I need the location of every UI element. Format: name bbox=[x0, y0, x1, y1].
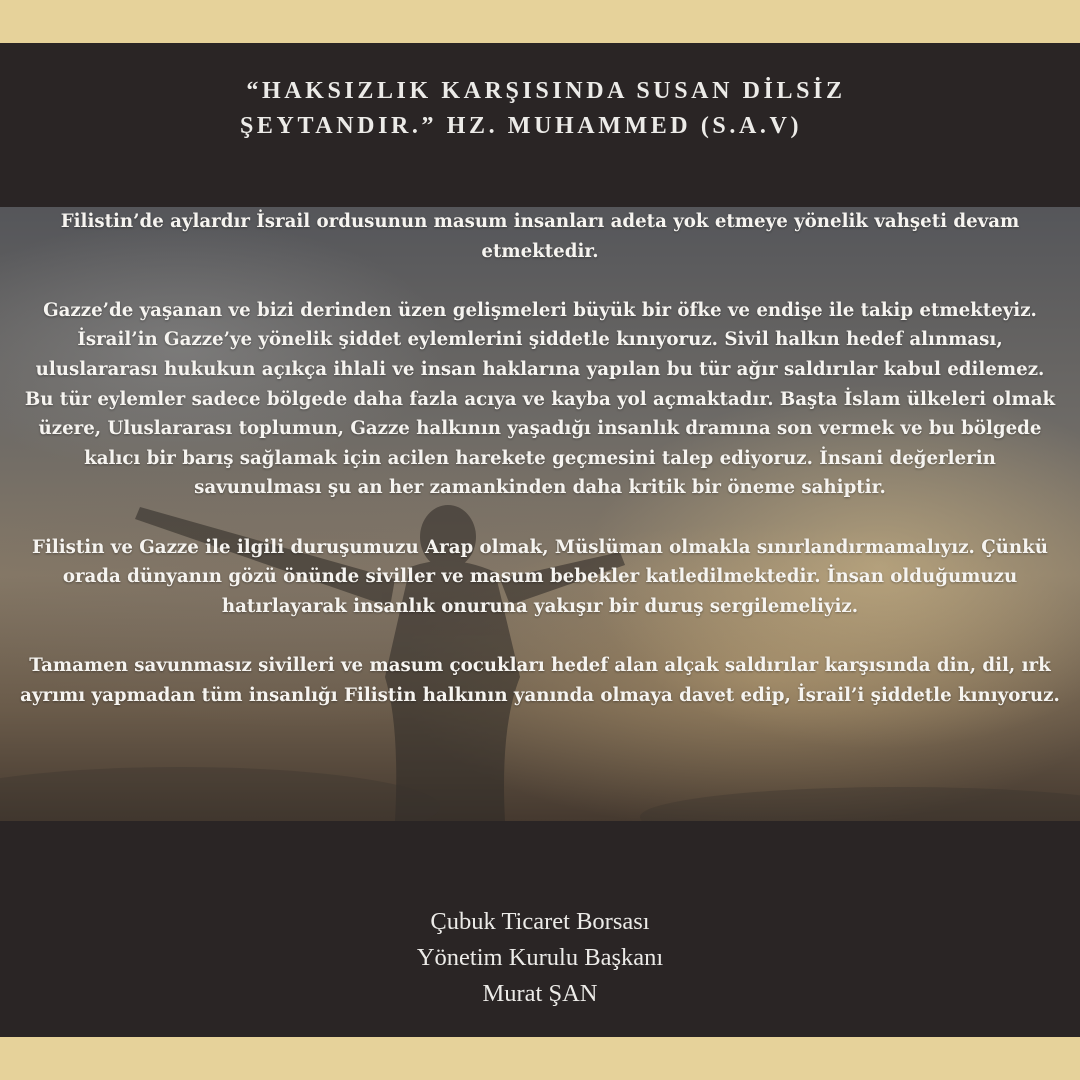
signature-organization: Çubuk Ticaret Borsası bbox=[430, 908, 650, 935]
statement-text bbox=[20, 207, 1060, 710]
signature-block bbox=[0, 904, 1080, 1012]
top-gold-band bbox=[0, 0, 1080, 43]
background-photo bbox=[0, 207, 1080, 821]
statement-paragraph-4: Tamamen savunmasız sivilleri ve masum çocukları hedef alan alçak saldırılar karşısında din, dil, ırk ayrımı yapmadan tüm insanlığı Filistin halkının yanında olmaya davet edip, İsrail’i şiddetle kınıyoruz. bbox=[20, 654, 1060, 706]
signature-title: Yönetim Kurulu Başkanı bbox=[416, 944, 664, 971]
bottom-gold-band bbox=[0, 1037, 1080, 1080]
statement-paragraph-1: Filistin’de aylardır İsrail ordusunun masum insanları adeta yok etmeye yönelik vahşeti devam etmektedir. bbox=[60, 211, 1020, 262]
quote-heading bbox=[0, 74, 1080, 144]
quote-line-1: “HAKSIZLIK KARŞISINDA SUSAN DİLSİZ bbox=[246, 78, 846, 104]
statement-paragraph-3: Filistin ve Gazze ile ilgili duruşumuzu Arap olmak, Müslüman olmakla sınırlandırmamalıyız. Çünkü orada dünyanın gözü önünde siviller ve masum bebekler katledilmektedir. İnsan olduğumuzu hatırlayarak insanlık onuruna yakışır bir duruş sergilemeliyiz. bbox=[32, 536, 1048, 617]
statement-paragraph-2: Gazze’de yaşanan ve bizi derinden üzen gelişmeleri büyük bir öfke ve endişe ile takip etmekteyiz. İsrail’in Gazze’ye yönelik şiddet eylemlerini şiddetle kınıyoruz. Sivil halkın hedef alınması, uluslararası hukukun açıkça ihlali ve insan haklarına yapılan bu tür ağır saldırılar kabul edilemez. Bu tür eylemler sadece bölgede daha fazla acıya ve kayba yol açmaktadır. Başta İslam ülkeleri olmak üzere, Uluslararası toplumun, Gazze halkının yaşadığı insanlık dramına son vermek ve bu bölgede kalıcı bir barış sağlamak için acilen harekete geçmesini talep ediyoruz. İnsani değerlerin savunulması şu an her zamankinden daha kritik bir öneme sahiptir. bbox=[24, 299, 1056, 499]
quote-line-2: ŞEYTANDIR.” HZ. MUHAMMED (S.A.V) bbox=[239, 113, 803, 139]
signature-name: Murat ŞAN bbox=[482, 980, 598, 1007]
